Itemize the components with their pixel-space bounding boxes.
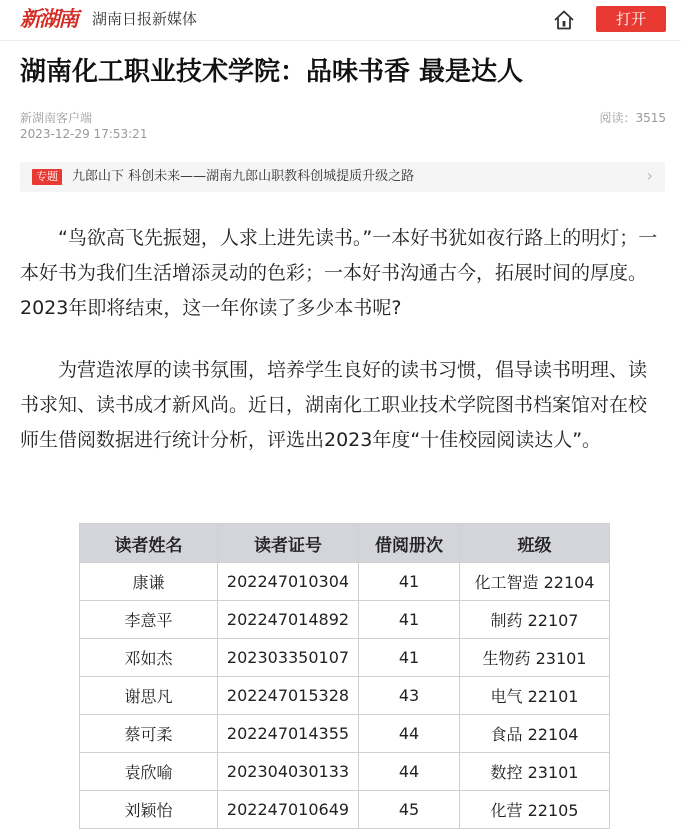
topic-tag: 专题 <box>32 169 62 185</box>
readers-table <box>79 523 610 829</box>
cell-card-number: 202247010304 <box>218 563 359 601</box>
header-card-number: 读者证号 <box>218 524 359 563</box>
table-row <box>80 601 610 639</box>
cell-class: 化工智造 22104 <box>460 563 610 601</box>
topic-banner[interactable] <box>20 162 665 192</box>
cell-card-number: 202304030133 <box>218 753 359 791</box>
cell-class: 制药 22107 <box>460 601 610 639</box>
table-row <box>80 715 610 753</box>
read-count: 阅读：3515 <box>599 111 666 125</box>
cell-reader-name: 袁欣喻 <box>80 753 218 791</box>
article-paragraph: “鸟欲高飞先振翅，人求上进先读书。”一本好书犹如夜行路上的明灯；一本好书为我们生活增添灵动的色彩；一本好书沟通古今，拓展时间的厚度。2023年即将结束，这一年你读了多少本书呢? <box>20 227 658 319</box>
header-class: 班级 <box>460 524 610 563</box>
table-row <box>80 563 610 601</box>
header-borrow-count: 借阅册次 <box>359 524 460 563</box>
cell-reader-name: 谢思凡 <box>80 677 218 715</box>
article-title: 湖南化工职业技术学院：品味书香 最是达人 <box>20 57 524 87</box>
cell-class: 数控 23101 <box>460 753 610 791</box>
cell-class: 生物药 23101 <box>460 639 610 677</box>
cell-class: 化营 22105 <box>460 791 610 829</box>
cell-class: 电气 22101 <box>460 677 610 715</box>
table-row <box>80 677 610 715</box>
table-header-row <box>80 524 610 563</box>
cell-reader-name: 刘颖怡 <box>80 791 218 829</box>
cell-card-number: 202247010649 <box>218 791 359 829</box>
article-source: 新湖南客户端 <box>20 111 93 125</box>
cell-borrow-count: 41 <box>359 563 460 601</box>
topic-link-text[interactable]: 九郎山下 科创未来——湖南九郎山职教科创城提质升级之路 <box>72 169 415 184</box>
cell-reader-name: 邓如杰 <box>80 639 218 677</box>
cell-card-number: 202303350107 <box>218 639 359 677</box>
header-reader-name: 读者姓名 <box>80 524 218 563</box>
open-app-button[interactable]: 打开 <box>596 6 666 32</box>
top-bar <box>0 0 681 41</box>
article-time: 2023-12-29 17:53:21 <box>20 127 148 141</box>
article-paragraph: 为营造浓厚的读书氛围，培养学生良好的读书习惯，倡导读书明理、读书求知、读书成才新风尚。近日，湖南化工职业技术学院图书档案馆对在校师生借阅数据进行统计分析，评选出2023年度“十佳校园阅读达人”。 <box>20 359 648 451</box>
table-row <box>80 753 610 791</box>
chevron-right-icon: › <box>646 166 653 185</box>
cell-class: 食品 22104 <box>460 715 610 753</box>
cell-reader-name: 蔡可柔 <box>80 715 218 753</box>
cell-reader-name: 李意平 <box>80 601 218 639</box>
cell-borrow-count: 45 <box>359 791 460 829</box>
cell-card-number: 202247014892 <box>218 601 359 639</box>
cell-card-number: 202247015328 <box>218 677 359 715</box>
cell-borrow-count: 44 <box>359 753 460 791</box>
brand-subtitle: 湖南日报新媒体 <box>92 10 198 28</box>
cell-borrow-count: 41 <box>359 601 460 639</box>
cell-borrow-count: 43 <box>359 677 460 715</box>
app-logo[interactable]: 新湖南 <box>20 6 77 31</box>
cell-card-number: 202247014355 <box>218 715 359 753</box>
table-row <box>80 639 610 677</box>
cell-borrow-count: 41 <box>359 639 460 677</box>
home-icon[interactable] <box>553 9 575 31</box>
cell-borrow-count: 44 <box>359 715 460 753</box>
table-row <box>80 791 610 829</box>
cell-reader-name: 康谦 <box>80 563 218 601</box>
